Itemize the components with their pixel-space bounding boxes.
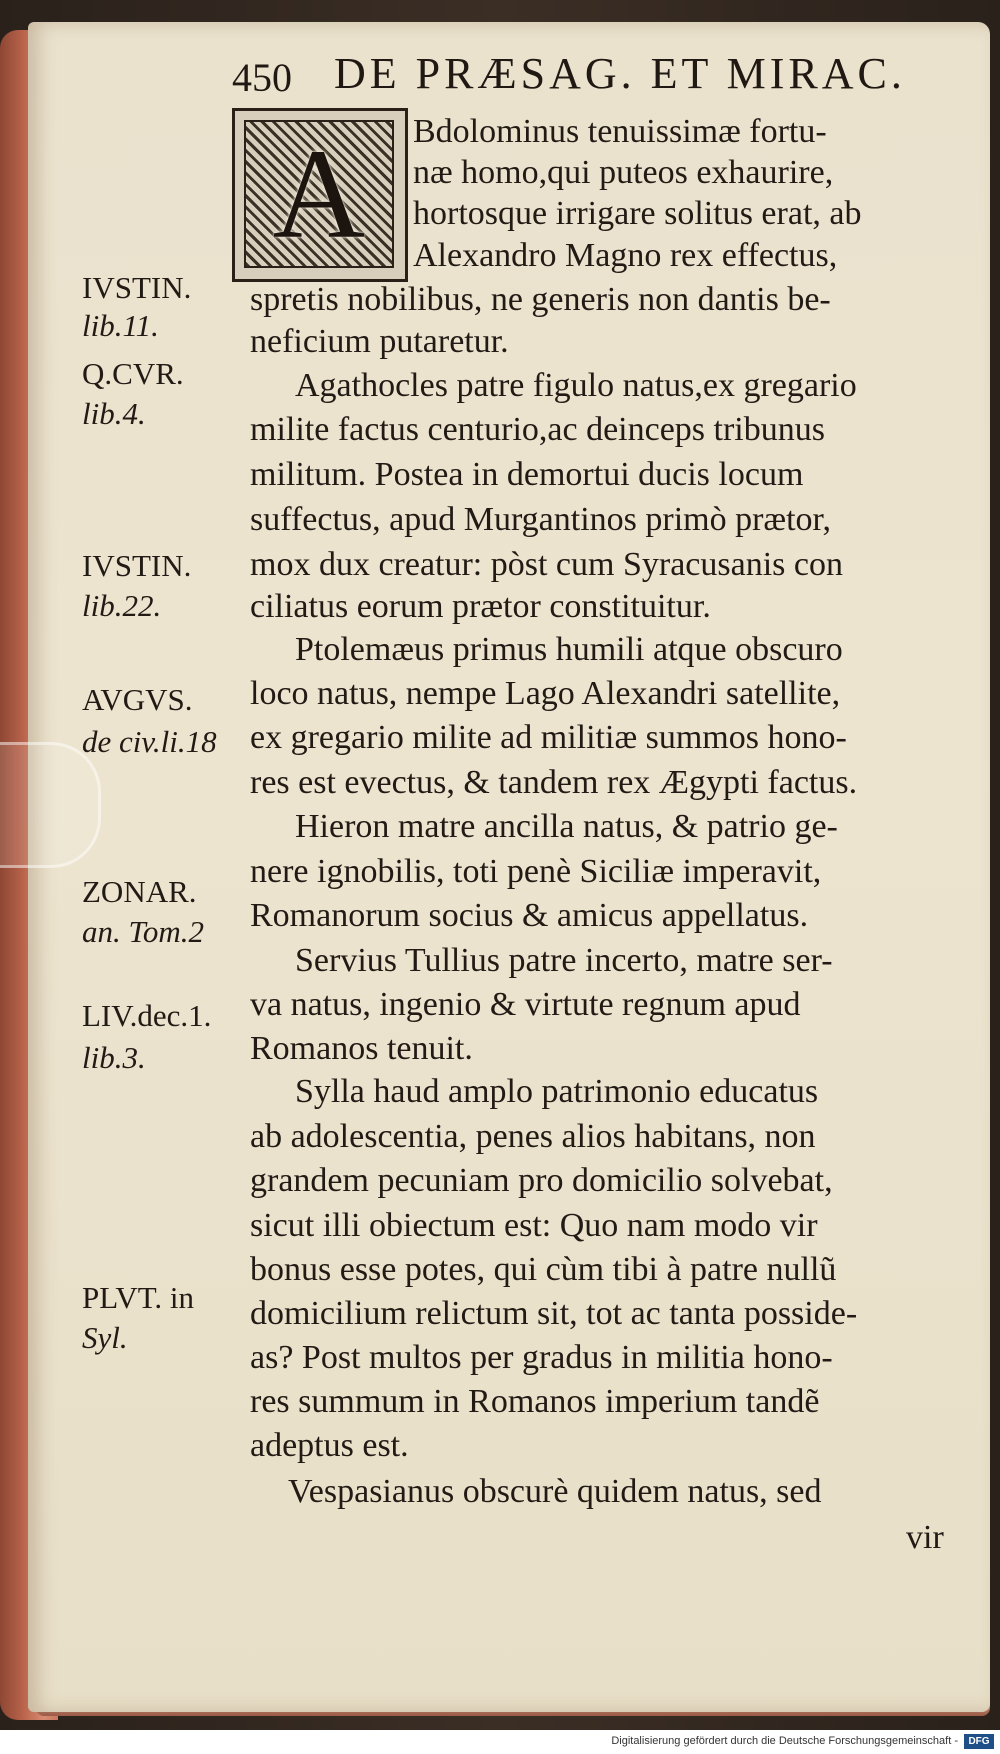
text-line: suffectus, apud Murgantinos primò prætor, bbox=[250, 501, 831, 538]
page-number: 450 bbox=[232, 55, 292, 100]
initial-ornament bbox=[244, 120, 394, 268]
text-line: Vespasianus obscurè quidem natus, sed bbox=[288, 1473, 822, 1510]
text-line: sicut illi obiectum est: Quo nam modo vir bbox=[250, 1207, 818, 1244]
text-line: mox dux creatur: pòst cum Syracusanis con bbox=[250, 546, 843, 583]
page-clip bbox=[0, 742, 101, 868]
text-line: milite factus centurio,ac deinceps tribunus bbox=[250, 411, 825, 448]
dfg-logo: DFG bbox=[964, 1734, 994, 1749]
text-line: Agathocles patre figulo natus,ex gregario bbox=[295, 367, 857, 404]
footer-credit: Digitalisierung gefördert durch die Deutsche Forschungsgemeinschaft - bbox=[611, 1735, 958, 1747]
decorated-initial bbox=[232, 108, 408, 282]
text-line: ex gregario milite ad militiæ summos hono- bbox=[250, 719, 847, 756]
digitization-footer bbox=[0, 1732, 1000, 1754]
text-line: domicilium relictum sit, tot ac tanta posside- bbox=[250, 1295, 858, 1332]
text-line: neficium putaretur. bbox=[250, 323, 509, 360]
text-line: loco natus, nempe Lago Alexandri satellite, bbox=[250, 675, 841, 712]
catchword: vir bbox=[906, 1519, 944, 1556]
text-line: Servius Tullius patre incerto, matre ser- bbox=[295, 942, 833, 979]
text-line: Sylla haud amplo patrimonio educatus bbox=[295, 1073, 819, 1110]
margin-note: lib.11. bbox=[82, 308, 159, 343]
text-line: ab adolescentia, penes alios habitans, non bbox=[250, 1118, 816, 1155]
text-line: spretis nobilibus, ne generis non dantis be- bbox=[250, 281, 831, 318]
margin-note: PLVT. in bbox=[82, 1280, 194, 1315]
margin-note: IVSTIN. bbox=[82, 270, 192, 305]
text-line: Romanos tenuit. bbox=[250, 1030, 473, 1067]
margin-note: lib.3. bbox=[82, 1040, 146, 1075]
text-line: Ptolemæus primus humili atque obscuro bbox=[295, 631, 843, 668]
text-line: res est evectus, & tandem rex Ægypti factus. bbox=[250, 764, 858, 801]
margin-note: LIV.dec.1. bbox=[82, 998, 212, 1033]
text-line: næ homo,qui puteos exhaurire, bbox=[413, 154, 834, 191]
margin-note: Syl. bbox=[82, 1320, 128, 1355]
text-line: Hieron matre ancilla natus, & patrio ge- bbox=[295, 808, 838, 845]
text-line: res summum in Romanos imperium tandẽ bbox=[250, 1383, 820, 1420]
margin-note: AVGVS. bbox=[82, 682, 193, 717]
text-line: militum. Postea in demortui ducis locum bbox=[250, 456, 804, 493]
margin-note: ZONAR. bbox=[82, 874, 197, 909]
text-line: Romanorum socius & amicus appellatus. bbox=[250, 897, 809, 934]
text-line: va natus, ingenio & virtute regnum apud bbox=[250, 986, 801, 1023]
text-line: bonus esse potes, qui cùm tibi à patre nullũ bbox=[250, 1251, 837, 1288]
text-line: grandem pecuniam pro domicilio solvebat, bbox=[250, 1162, 833, 1199]
page-header bbox=[232, 42, 932, 112]
text-line: nere ignobilis, toti penè Siciliæ imperavit, bbox=[250, 853, 822, 890]
text-line: Alexandro Magno rex effectus, bbox=[413, 237, 838, 274]
margin-note: Q.CVR. bbox=[82, 356, 184, 391]
margin-note: lib.22. bbox=[82, 588, 162, 623]
text-line: adeptus est. bbox=[250, 1427, 409, 1464]
text-line: Bdolominus tenuissimæ fortu- bbox=[413, 113, 827, 150]
text-line: as? Post multos per gradus in militia hono- bbox=[250, 1339, 833, 1376]
margin-note: an. Tom.2 bbox=[82, 914, 205, 949]
text-line: hortosque irrigare solitus erat, ab bbox=[413, 195, 862, 232]
text-line: ciliatus eorum prætor constituitur. bbox=[250, 588, 711, 625]
margin-note: IVSTIN. bbox=[82, 548, 192, 583]
margin-note: lib.4. bbox=[82, 396, 146, 431]
initial-letter: A bbox=[272, 123, 366, 265]
margin-note: de civ.li.18 bbox=[82, 724, 217, 759]
running-head: DE PRÆSAG. ET MIRAC. bbox=[334, 49, 906, 98]
